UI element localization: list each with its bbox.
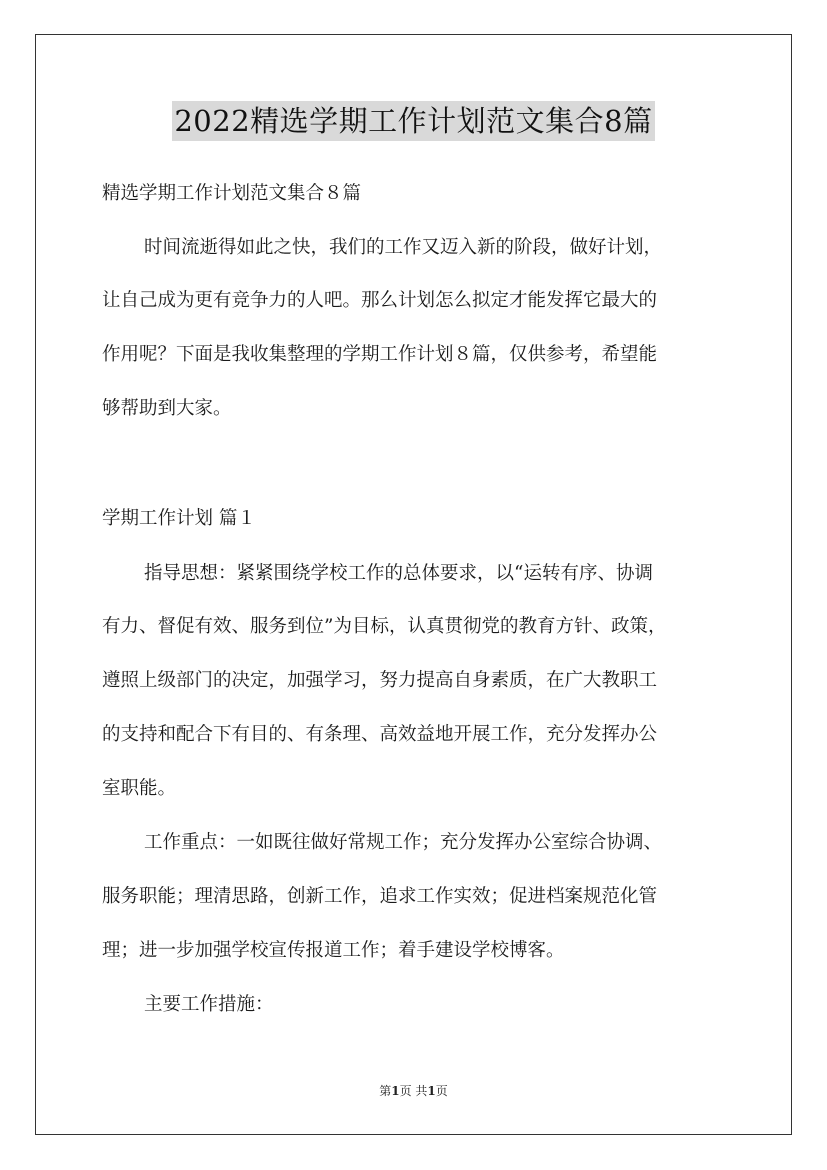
title-container <box>0 101 827 141</box>
section-heading: 学期工作计划 篇１ <box>102 508 256 529</box>
guiding-line: 的支持和配合下有目的、有条理、高效益地开展工作，充分发挥办公 <box>102 724 658 745</box>
focus-line: 服务职能；理清思路，创新工作，追求工作实效；促进档案规范化管 <box>102 886 658 907</box>
total-suffix: 页 <box>435 1084 448 1098</box>
guiding-line: 有力、督促有效、服务到位”为目标，认真贯彻党的教育方针、政策， <box>102 616 667 637</box>
guiding-line: 室职能。 <box>102 778 177 799</box>
focus-line: 工作重点：一如既往做好常规工作；充分发挥办公室综合协调、 <box>144 832 663 853</box>
measures-heading: 主要工作措施： <box>144 994 274 1015</box>
guiding-line: 遵照上级部门的决定，加强学习，努力提高自身素质，在广大教职工 <box>102 670 658 691</box>
page-suffix: 页 <box>399 1084 412 1098</box>
intro-line: 够帮助到大家。 <box>102 398 232 419</box>
intro-line: 作用呢？下面是我收集整理的学期工作计划８篇，仅供参考，希望能 <box>102 344 658 365</box>
guiding-line: 指导思想：紧紧围绕学校工作的总体要求，以“运转有序、协调 <box>144 563 653 584</box>
page-footer <box>0 1083 827 1099</box>
intro-line: 时间流逝得如此之快，我们的工作又迈入新的阶段，做好计划， <box>144 237 663 258</box>
document-subtitle: 精选学期工作计划范文集合８篇 <box>102 183 362 204</box>
intro-line: 让自己成为更有竞争力的人吧。那么计划怎么拟定才能发挥它最大的 <box>102 290 658 311</box>
focus-line: 理；进一步加强学校宣传报道工作；着手建设学校博客。 <box>102 940 565 961</box>
document-title: 2022精选学期工作计划范文集合8篇 <box>172 101 654 141</box>
total-prefix: 共 <box>415 1084 428 1098</box>
total-pages: 1 <box>427 1084 436 1098</box>
page-prefix: 第 <box>379 1084 392 1098</box>
page-number: 1 <box>391 1084 400 1098</box>
